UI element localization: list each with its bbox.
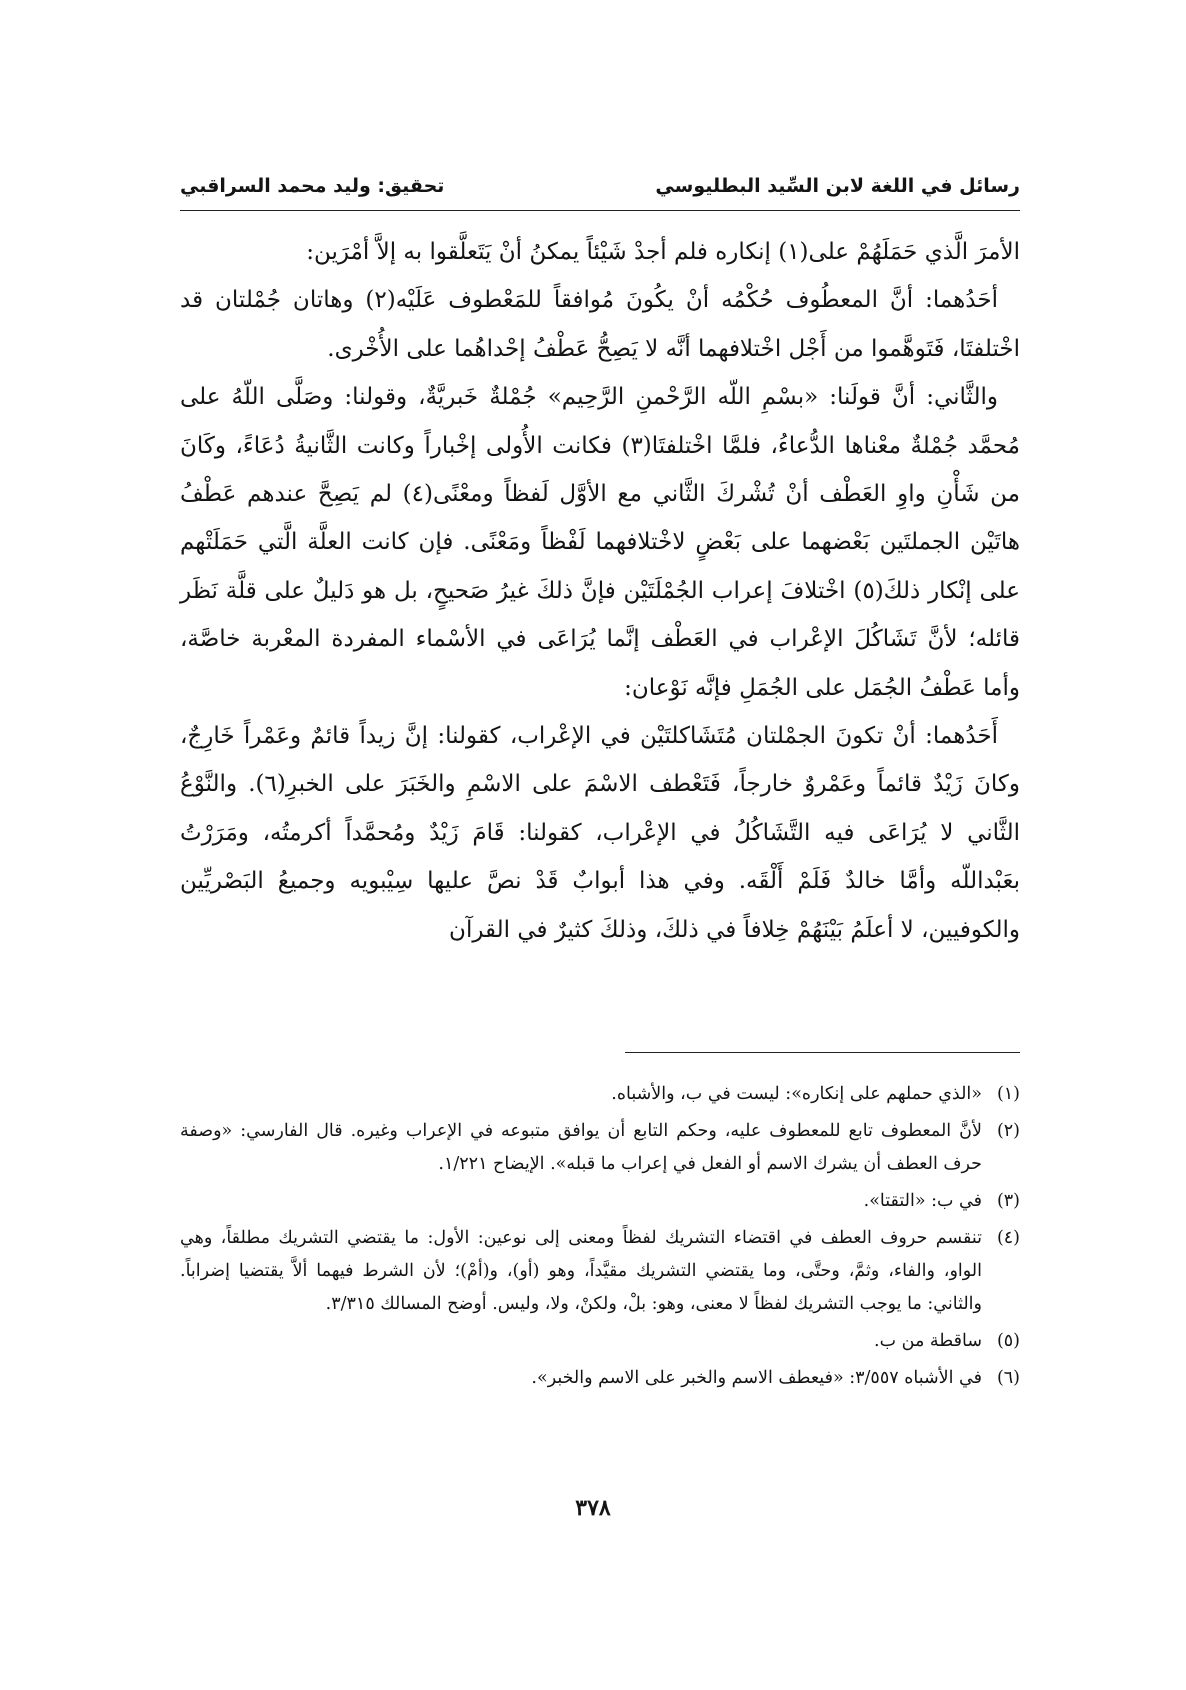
footnote-text: ساقطة من ب.	[874, 1331, 982, 1351]
main-text	[180, 228, 1020, 954]
footnote-number: (٦)	[996, 1368, 1020, 1388]
footnote	[180, 1222, 1020, 1321]
footnote-number: (١)	[996, 1084, 1020, 1104]
footnote-number: (٤)	[996, 1228, 1020, 1248]
footnote-text: في ب: «التقتا».	[863, 1191, 982, 1211]
footnote-number: (٥)	[996, 1331, 1020, 1351]
header-book-title: رسائل في اللغة لابن السِّيد البطليوسي	[655, 175, 1020, 197]
footnote-number: (٢)	[996, 1121, 1020, 1141]
footnote-text: لأنَّ المعطوف تابع للمعطوف عليه، وحكم التابع أن يوافق متبوعه في الإعراب وغيره. قال الفارسي: «وصفة حرف العطف أن يشرك الاسم أو الفعل في إعراب ما قبله». الإيضاح ١/٢٢١.	[180, 1121, 982, 1174]
footnote	[180, 1325, 1020, 1358]
footnote-rule	[625, 1052, 1020, 1053]
footnote	[180, 1185, 1020, 1218]
footnote	[180, 1078, 1020, 1111]
header-rule	[180, 210, 1020, 211]
paragraph: الأمرَ الَّذي حَمَلَهُمْ على(١) إنكاره فلم أجدْ شَيْئاً يمكنُ أنْ يَتَعلَّقوا به إلاَّ أمْرَين:	[306, 239, 1020, 265]
header-editor: تحقيق: وليد محمد السراقبي	[180, 175, 445, 197]
paragraph: أَحَدُهما: أنْ تكونَ الجمْلتان مُتَشَاكلتَيْن في الإعْراب، كقولنا: إنَّ زيداً قائمٌ وعَمْراً خَارِجٌ، وكانَ زَيْدٌ قائماً وعَمْروٌ خارجاً، فَتَعْطف الاسْمَ على الاسْمِ والخَبَرَ على الخبرِ(٦). والنَّوْعُ الثَّاني لا يُرَاعَى فيه التَّشَاكُلُ في الإعْراب، كقولنا: قَامَ زَيْدٌ ومُحمَّداً أكرمتُه، ومَرَرْتُ بعَبْداللّه وأمَّا خالدٌ فَلَمْ أَلْقَه. وفي هذا أبوابٌ قَدْ نصَّ عليها سِيْبويه وجميعُ البَصْريِّين والكوفيين، لا أعلَمُ بَيْنَهُمْ خِلافاً في ذلكَ، وذلكَ كثيرٌ في القرآن	[180, 723, 1020, 943]
footnote-text: في الأشباه ٣/٥٥٧: «فيعطف الاسم والخبر على الاسم والخبر».	[531, 1368, 982, 1388]
footnotes	[180, 1078, 1020, 1399]
running-header	[180, 170, 1020, 202]
footnote	[180, 1362, 1020, 1395]
page-number: ٣٧٨	[575, 1495, 611, 1521]
footnote-number: (٣)	[996, 1191, 1020, 1211]
footnote-text: «الذي حملهم على إنكاره»: ليست في ب، والأشباه.	[611, 1084, 982, 1104]
paragraph: والثَّاني: أنَّ قولَنا: «بسْمِ اللّه الرَّحْمنِ الرَّحِيم» جُمْلةٌ خَبريَّةٌ، وقولنا: وصَلَّى اللّهُ على مُحمَّد جُمْلةٌ معْناها الدُّعاءُ، فلمَّا اخْتلفتَا(٣) فكانت الأُولى إخْباراً وكانت الثَّانيةُ دُعَاءً، وكَانَ من شَأْنِ واوِ العَطْف أنْ تُشْركَ الثَّاني مع الأوَّل لَفظاً ومعْنًى(٤) لم يَصِحَّ عندهم عَطْفُ هاتَيْن الجملتَين بَعْضهما على بَعْضٍ لاخْتلافهما لَفْظاً ومَعْنًى. فإن كانت العلَّة الَّتي حَمَلَتْهم على إنْكار ذلكَ(٥) اخْتلافَ إعراب الجُمْلَتَيْن فإنَّ ذلكَ غيرُ صَحيحٍ، بل هو دَليلٌ على قلَّة نَظَر قائله؛ لأنَّ تَشَاكُلَ الإعْراب في العَطْف إنَّما يُرَاعَى في الأسْماء المفردة المعْربة خاصَّة، وأما عَطْفُ الجُمَل على الجُمَلِ فإنَّه نَوْعان:	[180, 384, 1020, 701]
paragraph: أحَدُهما: أنَّ المعطُوف حُكْمُه أنْ يكُونَ مُوافقاً للمَعْطوف عَلَيْه(٢) وهاتان جُمْلتان قد اخْتلفتَا، فَتَوهَّموا من أَجْل اخْتلافهما أنَّه لا يَصِحُّ عَطْفُ إحْداهُما على الأُخْرى.	[180, 287, 1020, 362]
footnote-text: تنقسم حروف العطف في اقتضاء التشريك لفظاً ومعنى إلى نوعين: الأول: ما يقتضي التشريك مطلقاً، وهي الواو، والفاء، وثمَّ، وحتَّى، وما يقتضي التشريك مقيَّداً، وهو (أو)، و(أمْ)؛ لأن الشرط فيهما ألاَّ يقتضيا إضراباً. والثاني: ما يوجب التشريك لفظاً لا معنى، وهو: بلْ، ولكنْ، ولا، وليس. أوضح المسالك ٣/٣١٥.	[180, 1228, 982, 1314]
footnote	[180, 1115, 1020, 1181]
